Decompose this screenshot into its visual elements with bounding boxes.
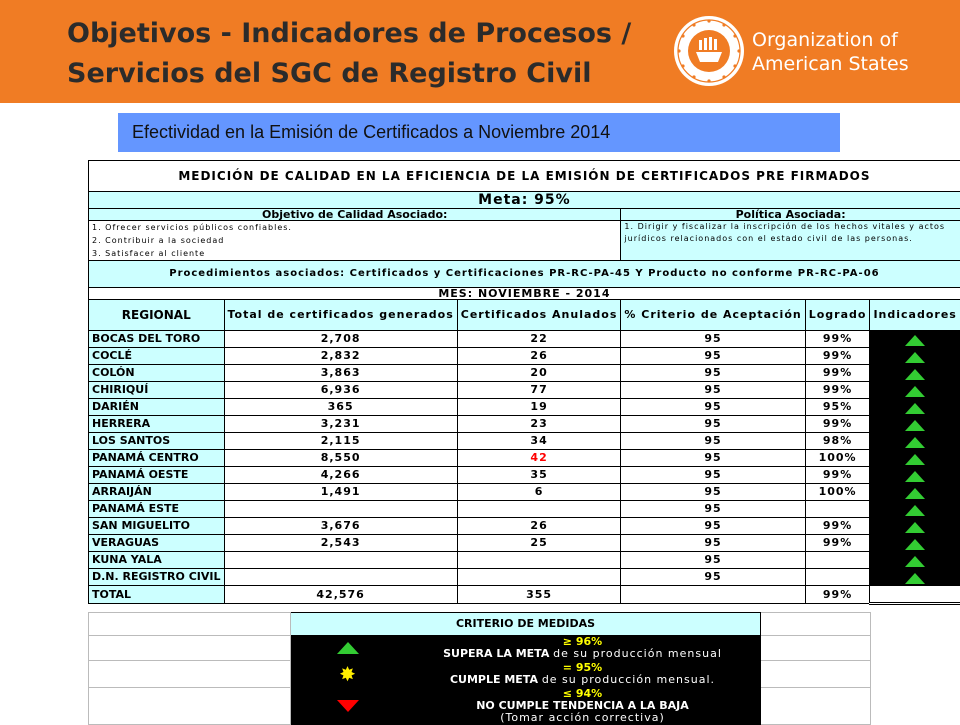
supera-value: ≥ 96% — [405, 636, 760, 648]
slide-subtitle: Efectividad en la Emisión de Certificados a Noviembre 2014 — [118, 113, 840, 152]
cell-total — [224, 501, 457, 518]
table-row — [89, 535, 960, 552]
cell-regional: HERRERA — [89, 416, 225, 433]
legend-supera — [405, 636, 761, 661]
table-row — [89, 552, 960, 569]
cell-logrado: 95% — [805, 399, 870, 416]
up-arrow-icon — [905, 488, 925, 499]
cell-total-sum: 42,576 — [224, 586, 457, 604]
cell-anulados — [457, 501, 621, 518]
cell-total: 6,936 — [224, 382, 457, 399]
title-line-1: Objetivos - Indicadores de Procesos / — [67, 14, 667, 54]
cell-anulados: 6 — [457, 484, 621, 501]
indicator-cell — [870, 450, 960, 467]
cell-total: 4,266 — [224, 467, 457, 484]
cell-total: 2,115 — [224, 433, 457, 450]
cell-total: 365 — [224, 399, 457, 416]
indicator-cell — [870, 399, 960, 416]
cumple-value: = 95% — [405, 662, 760, 674]
cell-criterio: 95 — [621, 552, 805, 569]
cell-anulados — [457, 569, 621, 586]
legend-down-cell — [291, 688, 405, 725]
cell-criterio: 95 — [621, 382, 805, 399]
cell-logrado: 99% — [805, 382, 870, 399]
cell-logrado: 99% — [805, 535, 870, 552]
legend-star-cell — [291, 661, 405, 688]
cell-logrado — [805, 569, 870, 586]
table-row — [89, 569, 960, 586]
up-arrow-icon — [905, 386, 925, 397]
cell-criterio: 95 — [621, 416, 805, 433]
cell-anulados: 25 — [457, 535, 621, 552]
indicator-cell — [870, 467, 960, 484]
indicator-cell — [870, 484, 960, 501]
cell-criterio: 95 — [621, 399, 805, 416]
col-indicadores: Indicadores — [870, 300, 960, 331]
col-anulados: Certificados Anulados — [457, 300, 621, 331]
cumple-bold: CUMPLE META — [450, 673, 538, 686]
cell-anulados: 42 — [457, 450, 621, 467]
table-row — [89, 467, 960, 484]
cell-logrado: 100% — [805, 450, 870, 467]
indicator-cell — [870, 569, 960, 586]
up-arrow-icon — [905, 403, 925, 414]
legend-criteria — [88, 612, 871, 725]
up-arrow-icon — [905, 505, 925, 516]
cell-logrado: 99% — [805, 348, 870, 365]
no-note: (Tomar acción correctiva) — [405, 712, 760, 724]
up-arrow-icon — [337, 642, 359, 654]
cell-criterio: 95 — [621, 501, 805, 518]
meta-goal: Meta: 95% — [89, 192, 960, 209]
up-arrow-icon — [905, 522, 925, 533]
main-title: MEDICIÓN DE CALIDAD EN LA EFICIENCIA DE LA EMISIÓN DE CERTIFICADOS PRE FIRMADOS — [89, 161, 960, 192]
cell-criterio: 95 — [621, 365, 805, 382]
cell-regional: D.N. REGISTRO CIVIL — [89, 569, 225, 586]
legend-no-cumple — [405, 688, 761, 725]
star-icon: ✸ — [339, 662, 356, 686]
up-arrow-icon — [905, 573, 925, 584]
table-row — [89, 450, 960, 467]
cell-criterio: 95 — [621, 484, 805, 501]
table-row — [89, 348, 960, 365]
org-line-1: Organization of — [752, 28, 909, 52]
up-arrow-icon — [905, 437, 925, 448]
header-bar — [0, 0, 960, 103]
title-line-2: Servicios del SGC de Registro Civil — [67, 54, 667, 94]
cell-total-label: TOTAL — [89, 586, 225, 604]
cell-regional: COCLÉ — [89, 348, 225, 365]
cell-anulados: 26 — [457, 518, 621, 535]
cumple-rest: de su producción mensual. — [542, 673, 715, 686]
objetivos-list — [89, 221, 621, 261]
cell-criterio: 95 — [621, 467, 805, 484]
objetivo-item: 2. Contribuir a la sociedad — [92, 234, 617, 247]
objetivo-header: Objetivo de Calidad Asociado: — [89, 209, 621, 221]
table-row — [89, 484, 960, 501]
cell-criterio: 95 — [621, 518, 805, 535]
cell-regional: BOCAS DEL TORO — [89, 331, 225, 348]
table-row — [89, 518, 960, 535]
up-arrow-icon — [905, 335, 925, 346]
legend-cumple — [405, 661, 761, 688]
cell-anulados — [457, 552, 621, 569]
cell-anulados: 19 — [457, 399, 621, 416]
cell-criterio: 95 — [621, 348, 805, 365]
cell-total-anulados: 355 — [457, 586, 621, 604]
cell-regional: CHIRIQUÍ — [89, 382, 225, 399]
cell-anulados: 26 — [457, 348, 621, 365]
total-indicator-cell — [870, 586, 960, 604]
col-total: Total de certificados generados — [224, 300, 457, 331]
org-line-2: American States — [752, 52, 909, 76]
cell-logrado: 99% — [805, 331, 870, 348]
up-arrow-icon — [905, 471, 925, 482]
up-arrow-icon — [905, 556, 925, 567]
col-regional: REGIONAL — [89, 300, 225, 331]
cell-regional: SAN MIGUELITO — [89, 518, 225, 535]
table-row — [89, 331, 960, 348]
total-row — [89, 586, 960, 604]
cell-total: 8,550 — [224, 450, 457, 467]
indicator-cell — [870, 331, 960, 348]
page-title — [67, 14, 667, 94]
indicator-cell — [870, 382, 960, 399]
politica-header: Política Asociada: — [621, 209, 960, 221]
cell-logrado — [805, 501, 870, 518]
cell-logrado: 99% — [805, 365, 870, 382]
no-value: ≤ 94% — [405, 688, 760, 700]
supera-bold: SUPERA LA META — [443, 647, 549, 660]
cell-regional: PANAMÁ CENTRO — [89, 450, 225, 467]
cell-anulados: 22 — [457, 331, 621, 348]
cell-logrado: 99% — [805, 518, 870, 535]
cell-anulados: 23 — [457, 416, 621, 433]
cell-regional: ARRAIJÁN — [89, 484, 225, 501]
indicator-cell — [870, 535, 960, 552]
indicator-cell — [870, 365, 960, 382]
legend-title: CRITERIO DE MEDIDAS — [291, 613, 761, 636]
cell-total-criterio — [621, 586, 805, 604]
cell-logrado: 98% — [805, 433, 870, 450]
no-rest: TENDENCIA A LA BAJA — [553, 699, 689, 712]
down-arrow-icon — [337, 700, 359, 712]
table-row — [89, 399, 960, 416]
no-bold: NO CUMPLE — [476, 699, 549, 712]
up-arrow-icon — [905, 454, 925, 465]
cell-total: 3,676 — [224, 518, 457, 535]
cell-total — [224, 552, 457, 569]
table-row — [89, 382, 960, 399]
up-arrow-icon — [905, 352, 925, 363]
indicator-cell — [870, 518, 960, 535]
cell-criterio: 95 — [621, 433, 805, 450]
cell-regional: LOS SANTOS — [89, 433, 225, 450]
col-logrado: Logrado — [805, 300, 870, 331]
cell-regional: COLÓN — [89, 365, 225, 382]
cell-criterio: 95 — [621, 331, 805, 348]
cell-total: 3,231 — [224, 416, 457, 433]
up-arrow-icon — [905, 420, 925, 431]
cell-total: 3,863 — [224, 365, 457, 382]
cell-criterio: 95 — [621, 535, 805, 552]
quality-table — [88, 160, 960, 605]
cell-total — [224, 569, 457, 586]
procedimientos: Procedimientos asociados: Certificados y Certificaciones PR-RC-PA-45 Y Producto no conforme PR-RC-PA-06 — [89, 261, 960, 288]
cell-criterio: 95 — [621, 569, 805, 586]
cell-anulados: 20 — [457, 365, 621, 382]
politica-cell — [621, 221, 960, 261]
cell-logrado: 99% — [805, 467, 870, 484]
objetivo-item: 3. Satisfacer al cliente — [92, 247, 617, 260]
cell-logrado: 99% — [805, 416, 870, 433]
indicator-cell — [870, 501, 960, 518]
cell-logrado: 100% — [805, 484, 870, 501]
table-row — [89, 501, 960, 518]
indicator-cell — [870, 348, 960, 365]
col-criterio: % Criterio de Aceptación — [621, 300, 805, 331]
table-row — [89, 433, 960, 450]
cell-anulados: 34 — [457, 433, 621, 450]
politica-text: 1. Dirigir y fiscalizar la inscripción de los hechos vitales y actos jurídicos relacionados con el estado civil de las personas. — [624, 221, 956, 245]
cell-anulados: 35 — [457, 467, 621, 484]
cell-regional: PANAMÁ ESTE — [89, 501, 225, 518]
cell-total: 2,708 — [224, 331, 457, 348]
cell-anulados: 77 — [457, 382, 621, 399]
cell-total: 2,832 — [224, 348, 457, 365]
table-row — [89, 365, 960, 382]
cell-logrado — [805, 552, 870, 569]
month-label: MES: NOVIEMBRE - 2014 — [89, 288, 960, 300]
cell-regional: VERAGUAS — [89, 535, 225, 552]
cell-regional: DARIÉN — [89, 399, 225, 416]
cell-total-logrado: 99% — [805, 586, 870, 604]
cell-criterio: 95 — [621, 450, 805, 467]
cell-total: 1,491 — [224, 484, 457, 501]
oas-seal-logo — [672, 14, 746, 88]
indicator-cell — [870, 552, 960, 569]
table-row — [89, 416, 960, 433]
up-arrow-icon — [905, 539, 925, 550]
objetivo-item: 1. Ofrecer servicios públicos confiables. — [92, 221, 617, 234]
legend-up-cell — [291, 636, 405, 661]
indicator-cell — [870, 416, 960, 433]
cell-total: 2,543 — [224, 535, 457, 552]
cell-regional: PANAMÁ OESTE — [89, 467, 225, 484]
indicator-cell — [870, 433, 960, 450]
organization-name — [752, 28, 909, 76]
supera-rest: de su producción mensual — [553, 647, 722, 660]
up-arrow-icon — [905, 369, 925, 380]
cell-regional: KUNA YALA — [89, 552, 225, 569]
